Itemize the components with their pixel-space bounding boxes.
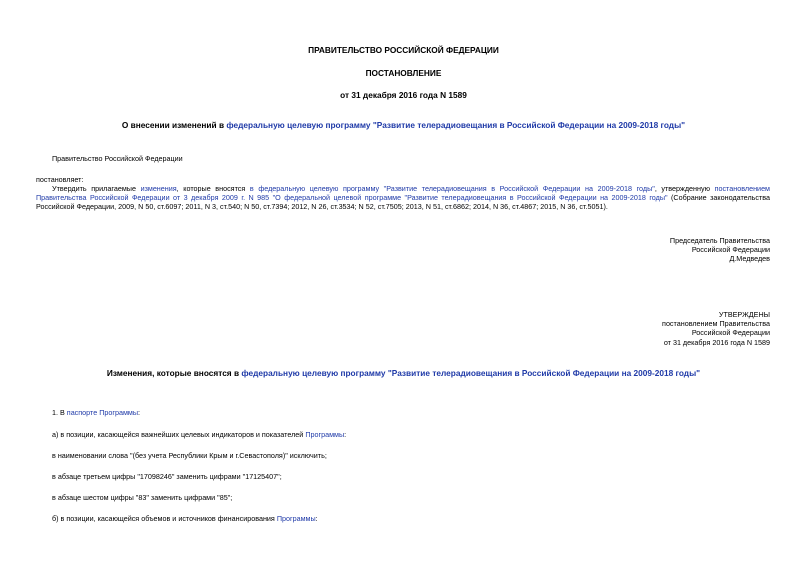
- program-passport-link[interactable]: паспорте Программы: [66, 408, 139, 417]
- government-heading: ПРАВИТЕЛЬСТВО РОССИЙСКОЙ ФЕДЕРАЦИИ: [308, 45, 499, 55]
- p1-text-d: (Собрание законодательства Российской Федерации, 2009, N 50, ст.6097; 2011, N 3, ст.540; N 50, ст.7394; 2012, N 26, ст.3534; N 52, ст.7505; 2013, N 51, ст.6862; 2014, N 36, ст.4867; 2015, N 36, ст.5051).: [36, 193, 771, 212]
- p1-text-c: , утвержденную: [654, 184, 715, 193]
- signature-block: [670, 236, 770, 264]
- item-1-text-a: 1. В: [52, 408, 67, 417]
- item-b-text-a: б) в позиции, касающейся объемов и источников финансирования: [52, 514, 277, 523]
- title-prefix: О внесении изменений в: [121, 120, 227, 130]
- item-a-text-b: :: [344, 430, 347, 439]
- resolution-985-link[interactable]: постановлением Правительства Российской Федерации от 3 декабря 2009 г. N 985 "О федеральной целевой программе "Развитие телерадиовещания в Российской Федерации на 2009-2018 годы": [36, 184, 771, 203]
- item-name-change: в наименовании слова "(без учета Республики Крым и г.Севастополя)" исключить;: [52, 451, 327, 460]
- item-third-paragraph: в абзаце третьем цифры "17098246" заменить цифрами "17125407";: [52, 472, 282, 481]
- approval-heading: УТВЕРЖДЕНЫ: [718, 310, 770, 319]
- p1-text-b: , которые вносятся: [176, 184, 250, 193]
- document-title: [0, 121, 807, 130]
- program-link[interactable]: в федеральную целевую программу "Развитие телерадиовещания в Российской Федерации на 2009-2018 годы": [249, 184, 655, 193]
- item-a-program-link[interactable]: Программы: [305, 430, 345, 439]
- document-date: от 31 декабря 2016 года N 1589: [340, 90, 467, 100]
- approval-line-2: постановлением Правительства: [662, 319, 770, 329]
- resolves-line: постановляет:: [36, 175, 84, 184]
- item-b-program-link[interactable]: Программы: [276, 514, 316, 523]
- signature-position: Председатель Правительства: [669, 236, 770, 245]
- changes-title-prefix: Изменения, которые вносятся в: [106, 368, 242, 378]
- item-sixth-paragraph: в абзаце шестом цифры "83" заменить цифрами "85";: [52, 493, 233, 502]
- government-line: Правительство Российской Федерации: [52, 154, 183, 163]
- signature-country: Российской Федерации: [691, 245, 770, 255]
- document-type-heading: ПОСТАНОВЛЕНИЕ: [365, 68, 442, 78]
- changes-title-program-link[interactable]: федеральную целевую программу "Развитие телерадиовещания в Российской Федерации на 2009-2018 годы": [241, 368, 701, 378]
- resolution-paragraph: [36, 184, 770, 212]
- changes-link[interactable]: изменения: [140, 184, 177, 193]
- item-a-text-a: а) в позиции, касающейся важнейших целевых индикаторов и показателей: [52, 430, 306, 439]
- item-1: [52, 408, 140, 417]
- signature-name: Д.Медведев: [729, 254, 770, 264]
- item-b: [52, 514, 318, 523]
- item-a: [52, 430, 346, 439]
- approval-date: от 31 декабря 2016 года N 1589: [663, 337, 770, 347]
- approval-line-3: Российской Федерации: [691, 328, 770, 338]
- title-program-link[interactable]: федеральную целевую программу "Развитие телерадиовещания в Российской Федерации на 2009-2018 годы": [226, 120, 686, 130]
- approval-block: [662, 310, 770, 347]
- p1-text-a: Утвердить прилагаемые: [52, 184, 141, 193]
- changes-title: [0, 369, 807, 378]
- item-b-text-b: :: [315, 514, 318, 523]
- item-1-text-b: :: [138, 408, 141, 417]
